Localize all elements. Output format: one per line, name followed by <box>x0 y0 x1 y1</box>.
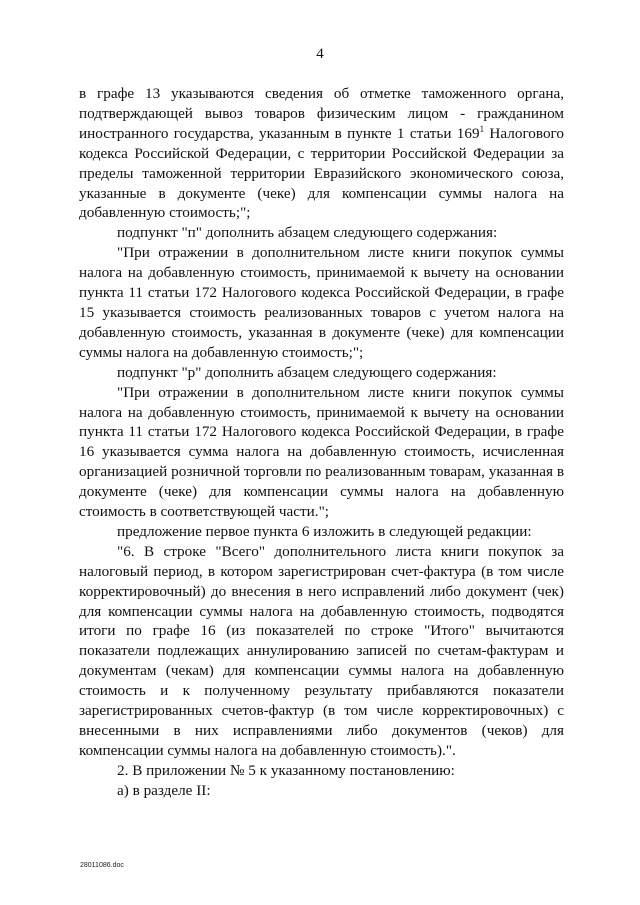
paragraph-subclause-p: подпункт "п" дополнить абзацем следующего содержания: <box>117 224 498 242</box>
paragraph-column-13 <box>79 84 564 223</box>
paragraph-sentence-point-6: предложение первое пункта 6 изложить в следующей редакции: <box>117 522 532 540</box>
paragraph-column-15: "При отражении в дополнительном листе книги покупок суммы налога на добавленную стоимость, принимаемой к вычету на основании пункта 11 статьи 172 Налогового кодекса Российской Федерации, в графе 15 указывается стоимость реализованных товаров с учетом налога на добавленную стоимость, указанная в документе (чеке) для компенсации суммы налога на добавленную стоимость;"; <box>79 244 564 361</box>
footer-filename: 28011086.doc <box>80 862 124 869</box>
paragraph-text-continued: Налогового кодекса Российской Федерации, с территории Российской Федерации за пределы таможенной территории Евразийского экономического союза, указанные в документе (чеке) для компенсации суммы налога на добавленную стоимость;"; <box>79 124 564 222</box>
paragraph-point-6-text: "6. В строке "Всего" дополнительного листа книги покупок за налоговый период, в котором зарегистрирован счет-фактура (в том числе корректировочный) до внесения в него исправлений либо документ (чек) для компенсации суммы налога на добавленную стоимость, подводятся итоги по графе 16 (из показателей по строке "Итого" вычитаются показатели подлежащих аннулированию записей по счетам-фактурам и документам (чекам) для компенсации суммы налога на добавленную стоимость и к полученному результату прибавляются показатели зарегистрированных счетов-фактур (в том числе корректировочных) с внесенными в них исправлениями либо документов (чеков) для компенсации суммы налога на добавленную стоимость).". <box>79 542 564 759</box>
page-number: 4 <box>316 46 324 62</box>
document-body <box>79 84 564 801</box>
paragraph-text: в графе 13 указываются сведения об отметке таможенного органа, подтверждающей вывоз товаров физическим лицом - гражданином иностранного государства, указанным в пункте 1 статьи 169 <box>79 85 564 142</box>
paragraph-section-2: а) в разделе II: <box>117 781 211 799</box>
paragraph-appendix-5: 2. В приложении № 5 к указанному постановлению: <box>117 761 455 779</box>
paragraph-subclause-r: подпункт "р" дополнить абзацем следующего содержания: <box>117 363 497 381</box>
paragraph-column-16: "При отражении в дополнительном листе книги покупок суммы налога на добавленную стоимость, принимаемой к вычету на основании пункта 11 статьи 172 Налогового кодекса Российской Федерации, в графе 16 указывается сумма налога на добавленную стоимость, исчисленная организацией розничной торговли по реализованным товарам, указанная в документе (чеке) для компенсации суммы налога на добавленную стоимость в соответствующей части."; <box>79 383 564 521</box>
article-superscript: 1 <box>479 123 485 134</box>
